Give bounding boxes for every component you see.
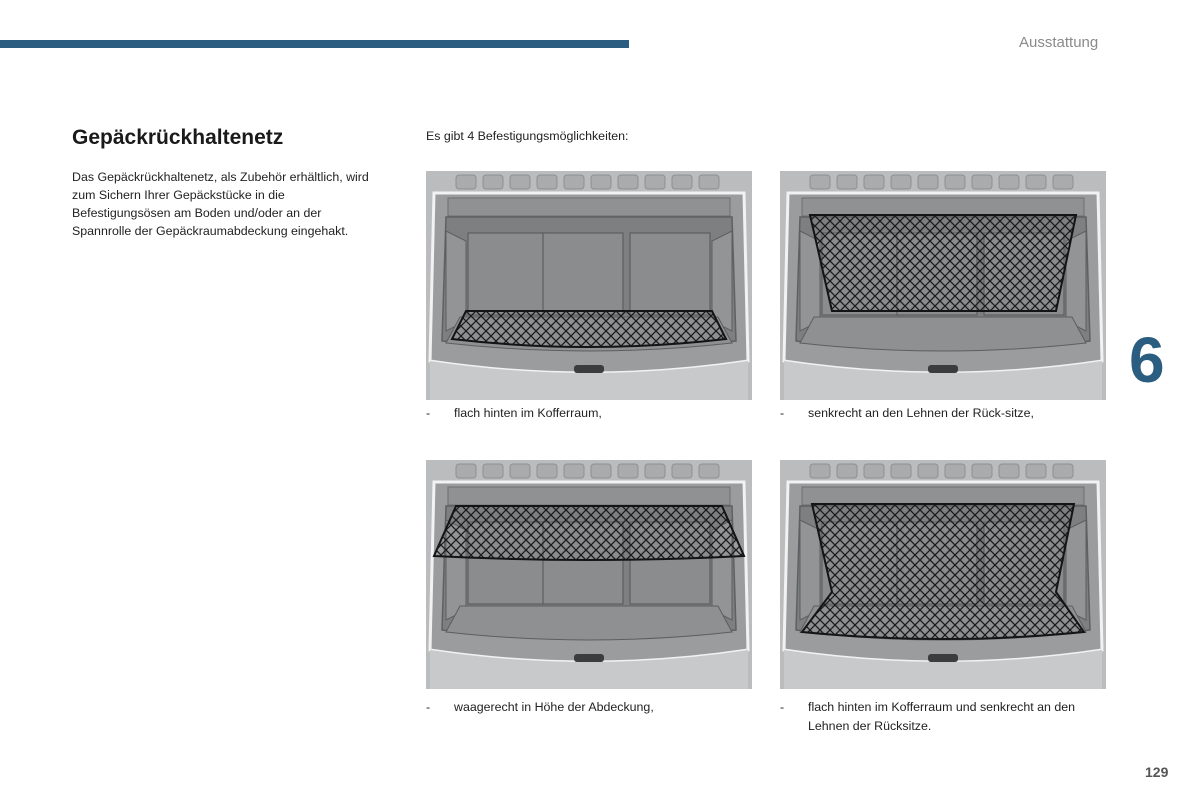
luggage-net	[434, 506, 744, 560]
option-caption	[780, 404, 1106, 423]
chapter-number: 6	[1129, 324, 1165, 396]
option-caption	[426, 404, 752, 423]
caption-text: flach hinten im Kofferraum und senkrecht an den Lehnen der Rücksitze.	[808, 700, 1076, 733]
luggage-net	[810, 215, 1076, 311]
caption-dash: -	[780, 700, 785, 714]
page-number: 129	[1145, 764, 1169, 780]
net-vertical-seatbacks-illustration	[780, 171, 1106, 400]
net-horizontal-cover-illustration	[426, 460, 752, 689]
page-heading: Gepäckrückhaltenetz	[72, 126, 284, 149]
option-caption	[780, 698, 1106, 736]
net-floor-and-seatbacks-illustration	[780, 460, 1106, 689]
caption-dash: -	[426, 700, 431, 714]
header-accent-bar	[0, 40, 629, 48]
caption-dash: -	[426, 406, 431, 420]
trunk-svg	[426, 460, 752, 689]
caption-text: flach hinten im Kofferraum,	[454, 406, 602, 420]
net-flat-floor-illustration	[426, 171, 752, 400]
trunk-svg	[780, 460, 1106, 689]
luggage-net	[452, 311, 726, 347]
trunk-svg	[780, 171, 1106, 400]
options-lead-text: Es gibt 4 Befestigungsmöglichkeiten:	[426, 129, 629, 143]
option-caption	[426, 698, 752, 717]
trunk-svg	[426, 171, 752, 400]
caption-text: waagerecht in Höhe der Abdeckung,	[454, 700, 654, 714]
luggage-net	[802, 504, 1084, 639]
caption-dash: -	[780, 406, 785, 420]
intro-paragraph: Das Gepäckrückhaltenetz, als Zubehör erhältlich, wird zum Sichern Ihrer Gepäckstücke in die Befestigungsösen am Boden und/oder an der Spannrolle der Gepäckraumabdeckung eingehakt.	[72, 170, 369, 238]
caption-text: senkrecht an den Lehnen der Rück-sitze,	[808, 406, 1034, 420]
section-title: Ausstattung	[1019, 34, 1099, 51]
